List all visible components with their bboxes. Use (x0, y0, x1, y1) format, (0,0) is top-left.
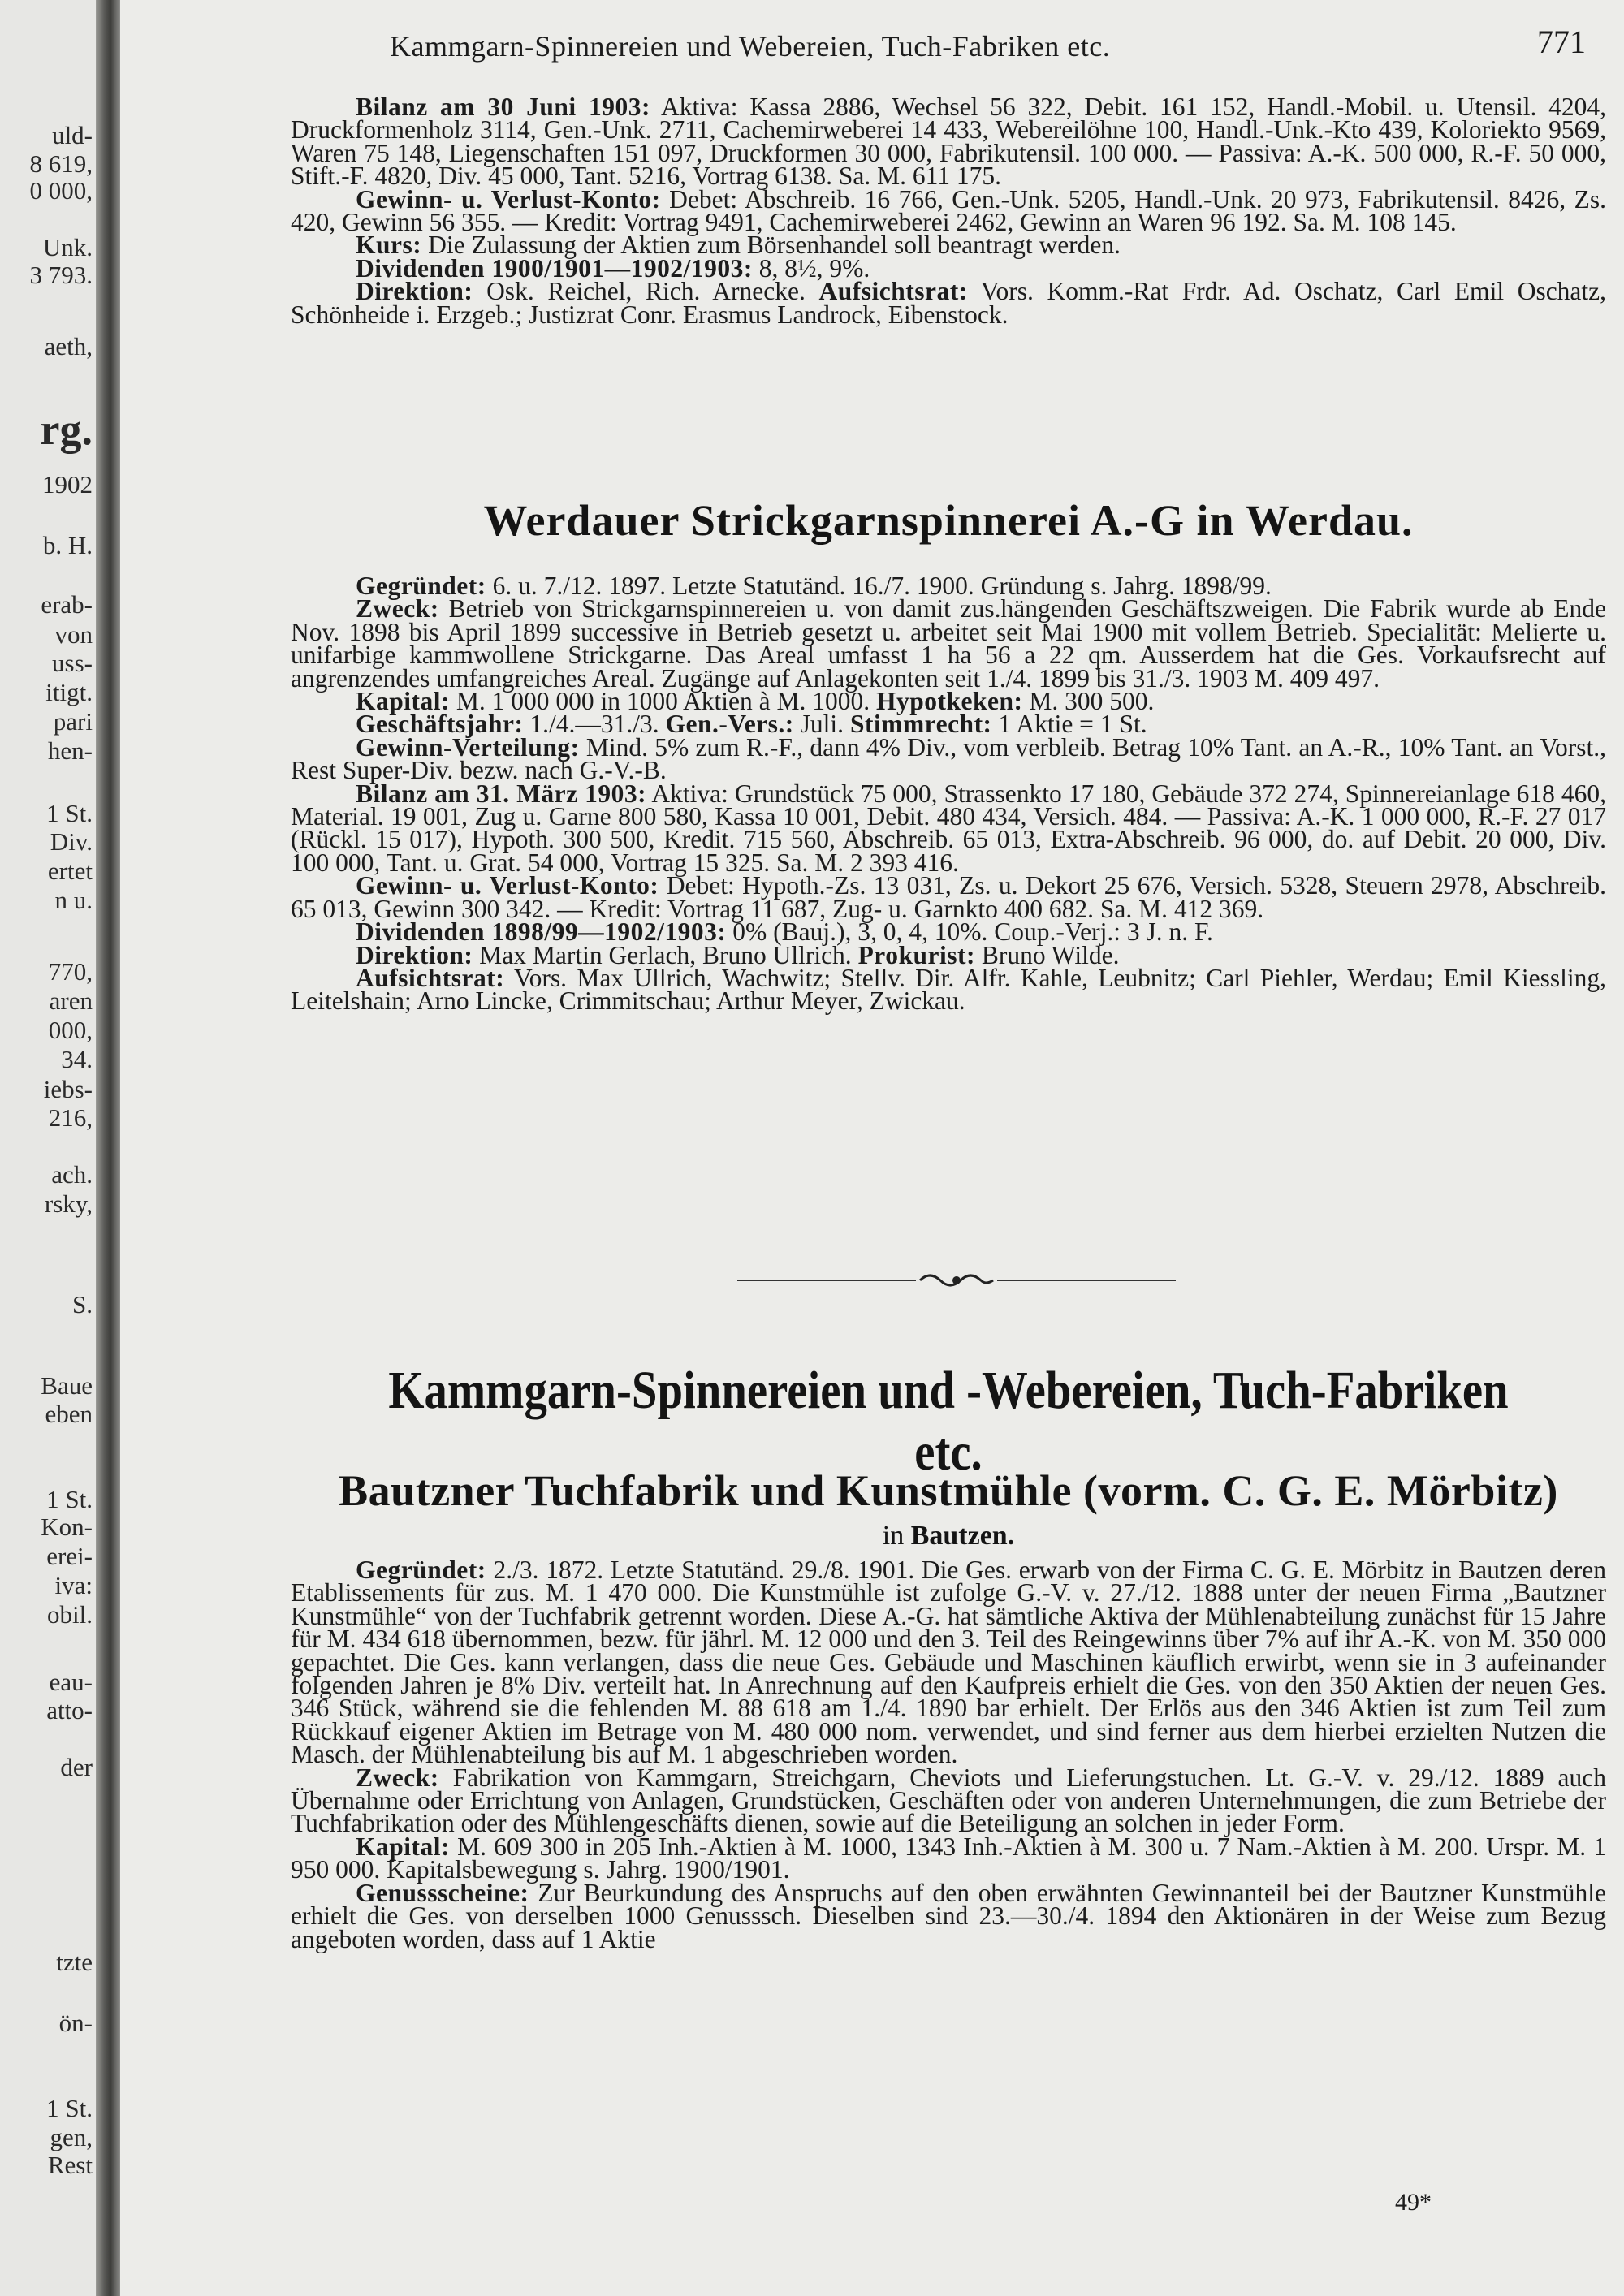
label-kapital: Kapital: (356, 1832, 451, 1861)
bautzen-genussscheine (291, 1878, 1606, 1953)
werdau-gewinn-verteilung (291, 732, 1607, 785)
label-aufsichtsrat: Aufsichtsrat: (356, 963, 505, 992)
text-stimmrecht: 1 Aktie = 1 St. (998, 710, 1147, 739)
text-bilanz: Aktiva: Kassa 2886, Wechsel 56 322, Debit. 161 152, Handl.-Mobil. u. Utensil. 4204, Druckformenholz 3114, Gen.-Unk. 2711, Cachemirweberei 14 433, Webereilöhne 100, Handl.-Unk.-Kto 439, Koloriekto 9569, Waren 75 148, Liegenschaften 151 097, Druckformen 30 000, Fabrikutensil. 100 000. — Passiva: A.-K. 500 000, R.-F. 50 000, Stift.-F. 4820, Div. 45 000, Tant. 5216, Vortrag 6138. Sa. M. 611 175. (291, 93, 1606, 191)
label-bilanz: Bilanz am 31. März 1903: (356, 779, 647, 808)
page (120, 0, 1624, 2296)
left-page-fragment (0, 0, 96, 2296)
left-fragment: 216, (48, 1103, 93, 1132)
entry-top (291, 93, 1607, 329)
left-fragment: rg. (40, 405, 93, 454)
label-aufsichtsrat: Aufsichtsrat: (818, 277, 968, 306)
text-geschaeftsjahr: 1./4.—31./3. (529, 710, 659, 739)
text-guv: Debet: Abschreib. 16 766, Gen.-Unk. 5205, Handl.-Unk. 20 973, Fabrikutensil. 8426, Zs. 420, Gewinn 56 355. — Kredit: Vortrag 9491, Cachemirweberei 2462, Gewinn an Waren 96 192. Sa. M. 108 145. (291, 184, 1606, 237)
text-prokurist: Bruno Wilde. (981, 940, 1120, 969)
werdau-title: Werdauer Strickgarnspinnerei A.-G in Werdau. (483, 496, 1414, 545)
left-fragment: Kon- (41, 1513, 93, 1541)
label-dividenden: Dividenden 1900/1901—1902/1903: (356, 253, 753, 283)
text-hypotheken: M. 300 500. (1029, 687, 1155, 716)
label-geschaeftsjahr: Geschäftsjahr: (356, 710, 524, 739)
left-fragment: uld- (52, 121, 93, 149)
left-fragment: pari (53, 707, 93, 736)
label-gegruendet: Gegründet: (356, 1556, 486, 1584)
label-guv: Gewinn- u. Verlust-Konto: (356, 184, 661, 214)
werdau-zweck (291, 594, 1607, 693)
left-fragment: erab- (41, 590, 93, 619)
label-guv: Gewinn- u. Verlust-Konto: (356, 871, 659, 900)
text-gegruendet: 6. u. 7./12. 1897. Letzte Statutänd. 16./7. 1900. Gründung s. Jahrg. 1898/99. (492, 572, 1272, 600)
left-fragment: tzte (56, 1948, 93, 1976)
text-gewinn-verteilung: Mind. 5% zum R.-F., dann 4% Div., vom verbleib. Betrag 10% Tant. an A.-R., 10% Tant. an Vorst., Rest Super-Div. bezw. nach G.-V.-B. (291, 732, 1607, 785)
left-fragment: 770, (48, 957, 93, 986)
left-fragment: eau- (49, 1668, 93, 1696)
label-stimmrecht: Stimmrecht: (849, 710, 992, 739)
label-direktion: Direktion: (356, 940, 473, 969)
book-gutter (96, 0, 120, 2296)
left-fragment: 1902 (42, 470, 93, 498)
left-fragment: 34. (61, 1045, 93, 1073)
text-bilanz: Aktiva: Grundstück 75 000, Strassenkto 17 180, Gebäude 372 274, Spinnereianlage 618 460, Material. 19 001, Zug u. Garne 800 580, Kassa 10 001, Debit. 480 434, Versich. 484. — Passiva: A.-K. 1 000 000, R.-F. 27 017 (Rückl. 15 017), Hypoth. 300 500, Kredit. 715 560, Abschreib. 65 013, Extra-Abschreib. 96 000, do. auf Debit. 20 000, Div. 100 000, Tant. u. Grat. 54 000, Vortrag 15 325. Sa. M. 2 393 416. (291, 779, 1607, 877)
left-fragment: Rest (47, 2151, 93, 2179)
left-fragment: von (54, 620, 93, 649)
label-genussscheine: Genussscheine: (356, 1878, 529, 1907)
text-genussscheine: Zur Beurkundung des Anspruchs auf den oben erwähnten Gewinnanteil bei der Bautzner Kunstmühle erhielt die Ges. von derselben 1000 Genusssch. Dieselben sind 23.—30./4. 1894 den Aktionären in der Weise zum Bezug angeboten worden, dass auf 1 Aktie (291, 1878, 1606, 1953)
left-fragment: ertet (47, 857, 93, 885)
left-fragment: 8 619, (29, 149, 93, 178)
ornament-divider (737, 1268, 1176, 1293)
left-fragment: aren (49, 986, 93, 1015)
label-hypotheken: Hypotkeken: (876, 687, 1023, 716)
label-direktion: Direktion: (356, 277, 473, 306)
left-fragment: obil. (47, 1600, 93, 1629)
label-zweck: Zweck: (356, 594, 439, 624)
text-kapital: M. 1 000 000 in 1000 Aktien à M. 1000. (456, 687, 870, 716)
text-direktion: Max Martin Gerlach, Bruno Ullrich. (479, 940, 852, 969)
left-fragment: ach. (51, 1160, 93, 1189)
text-zweck: Betrieb von Strickgarnspinnereien u. von damit zus.hängenden Geschäftszweigen. Die Fabrik wurde ab Ende Nov. 1898 bis April 1899 successive in Betrieb gesetzt u. arbeitet seit Mai 1900 mit vollem Betrieb. Specialität: Melierte u. unifarbige kammwollene Strickgarne. Das Areal umfasst 1 ha 56 a 22 qm. Ausserdem hat die Ges. Vorkaufsrecht auf angrenzendes umfangreiches Areal. Zugänge auf Anlagekonten seit 1./4. 1899 bis 31./3. 1903 M. 409 497. (291, 594, 1607, 693)
running-head: Kammgarn-Spinnereien und Webereien, Tuch-Fabriken etc. (390, 30, 1111, 63)
paragraph-direktion (291, 277, 1607, 329)
bautzen-title: Bautzner Tuchfabrik und Kunstmühle (vorm. C. G. E. Mörbitz) (339, 1466, 1558, 1515)
bautzen-gegruendet (291, 1556, 1606, 1769)
label-kapital: Kapital: (356, 687, 451, 716)
paragraph-guv (291, 184, 1606, 237)
text-dividenden: 0% (Bauj.), 3, 0, 4, 10%. Coup.-Verj.: 3 J. n. F. (732, 917, 1213, 947)
text-kurs: Die Zulassung der Aktien zum Börsenhandel soll beantragt werden. (428, 231, 1121, 260)
left-fragment: atto- (46, 1696, 93, 1724)
label-gen-vers: Gen.-Vers.: (665, 710, 794, 739)
left-fragment: erei- (46, 1542, 93, 1570)
section-title: Kammgarn-Spinnereien und -Webereien, Tuch-Fabriken etc. (388, 1361, 1509, 1482)
text-kapital: M. 609 300 in 205 Inh.-Aktien à M. 1000, 1343 Inh.-Aktien à M. 300 u. 7 Nam.-Aktien à M. 200. Urspr. M. 1 950 000. Kapitalsbewegung s. Jahrg. 1900/1901. (291, 1832, 1607, 1884)
left-fragment: eben (45, 1400, 93, 1428)
left-fragment: itigt. (45, 678, 93, 706)
text-aufsichtsrat: Vors. Komm.-Rat Frdr. Ad. Oschatz, Carl Emil Oschatz, Schönheide i. Erzgeb.; Justizrat Conr. Erasmus Landrock, Eibenstock. (291, 277, 1607, 329)
label-zweck: Zweck: (356, 1763, 439, 1792)
left-fragment: aeth, (44, 332, 93, 360)
page-number: 771 (1537, 24, 1586, 60)
text-zweck: Fabrikation von Kammgarn, Streichgarn, Cheviots und Lieferungstuchen. Lt. G.-V. v. 29./12. 1889 auch Übernahme oder Errichtung von Anlagen, Grundstücken, Geschäften oder von anderen Unternehmungen, die zum Betriebe der Tuchfabrikation oder des Mühlengeschäfts dienen, sowie auf die Beteiligung an solchen in jeder Form. (291, 1763, 1607, 1838)
bautzen-zweck (291, 1763, 1607, 1838)
label-gegruendet: Gegründet: (356, 572, 486, 600)
left-fragment: hen- (47, 736, 93, 765)
left-fragment: rsky, (44, 1189, 93, 1218)
left-fragment: 000, (48, 1016, 93, 1044)
left-fragment: n u. (54, 886, 93, 914)
bautzen-subtitle-city: Bautzen. (910, 1521, 1015, 1551)
text-gen-vers: Juli. (800, 710, 844, 739)
left-fragment: 1 St. (46, 2094, 93, 2122)
left-fragment: b. H. (42, 531, 93, 559)
text-dividenden: 8, 8½, 9%. (758, 253, 870, 283)
paragraph-bilanz (291, 93, 1606, 191)
entry-werdau (291, 572, 1607, 1016)
left-fragment: ön- (58, 2009, 93, 2037)
left-fragment: S. (72, 1290, 93, 1318)
label-kurs: Kurs: (356, 231, 422, 260)
left-fragment: der (60, 1753, 93, 1781)
left-fragment: Baue (41, 1371, 93, 1400)
text-direktion: Osk. Reichel, Rich. Arnecke. (486, 277, 806, 306)
left-fragment: iva: (54, 1571, 93, 1599)
left-fragment: Div. (50, 827, 93, 856)
label-bilanz: Bilanz am 30 Juni 1903: (356, 93, 650, 121)
label-gewinn-verteilung: Gewinn-Verteilung: (356, 732, 580, 762)
bautzen-kapital (291, 1832, 1607, 1884)
werdau-aufsichtsrat (291, 963, 1606, 1016)
left-fragment: 1 St. (46, 1485, 93, 1513)
left-fragment: gen, (50, 2123, 93, 2151)
left-fragment: Unk. (42, 233, 93, 261)
left-fragment: uss- (52, 649, 93, 677)
text-aufsichtsrat: Vors. Max Ullrich, Wachwitz; Stellv. Dir. Alfr. Kahle, Leubnitz; Carl Piehler, Werdau; Emil Kiessling, Leitelshain; Arno Lincke, Crimmitschau; Arthur Meyer, Zwickau. (291, 963, 1606, 1016)
left-fragment: 0 000, (29, 176, 93, 205)
werdau-guv (291, 871, 1606, 923)
label-dividenden: Dividenden 1898/99—1902/1903: (356, 917, 727, 947)
left-fragment: iebs- (43, 1075, 93, 1103)
text-guv: Debet: Hypoth.-Zs. 13 031, Zs. u. Dekort 25 676, Versich. 5328, Steuern 2978, Abschreib. 65 013, Gewinn 300 342. — Kredit: Vortrag 11 687, Zug- u. Garnkto 400 682. Sa. M. 412 369. (291, 871, 1606, 923)
bautzen-subtitle (291, 1521, 1606, 1552)
bautzen-subtitle-in: in (882, 1521, 905, 1551)
signature-mark: 49* (1395, 2189, 1432, 2216)
left-fragment: 3 793. (29, 261, 93, 289)
left-fragment: 1 St. (46, 799, 93, 827)
entry-bautzen (291, 1556, 1607, 1953)
werdau-bilanz (291, 779, 1607, 877)
label-prokurist: Prokurist: (857, 940, 975, 969)
text-gegruendet: 2./3. 1872. Letzte Statutänd. 29./8. 1901. Die Ges. erwarb von der Firma C. G. E. Mörbitz in Bautzen deren Etablissements für zus. M. 1 470 000. Die Kunstmühle ist zufolge G.-V. v. 27./12. 1888 unter der neuen Firma „Bautzner Kunstmühle“ von der Tuchfabrik getrennt worden. Diese A.-G. hat sämtliche Aktiva der Mühlenabteilung zunächst für 15 Jahre für M. 434 618 übernommen, bezw. für jährl. M. 12 000 und den 3. Teil des Reingewinns über 7% auf ihr A.-K. von M. 350 000 gepachtet. Die Ges. kann verlangen, dass die neue Ges. Gebäude und Maschinen käuflich erwirbt, wenn sie in 3 aufeinander folgenden Jahren je 8% Div. verteilt hat. In Anrechnung auf den Kaufpreis erhielt die Ges. von den 350 Aktien der neuen Ges. 346 Stück, während sie die fehlenden M. 88 618 am 1./4. 1890 bar erhielt. Der Erlös aus den 346 Aktien ist zum Teil zum Rückkauf eigener Aktien im Betrage von M. 480 000 nom. verwendet, und sind ferner aus dem hierbei erzielten Nutzen die Masch. der Mühlenabteilung bis auf M. 1 abgeschrieben worden. (291, 1556, 1606, 1769)
